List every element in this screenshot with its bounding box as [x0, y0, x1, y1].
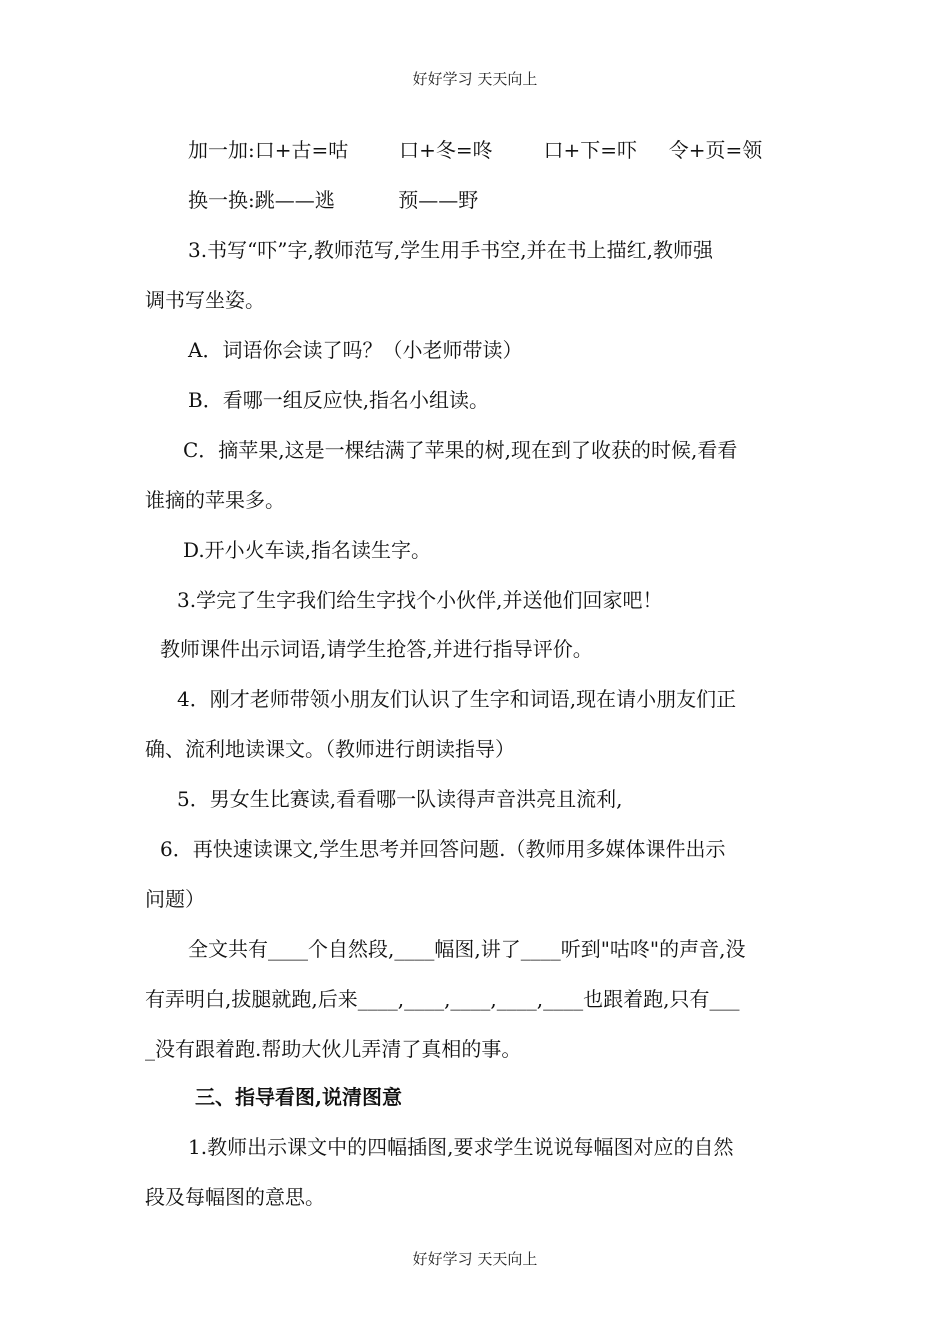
text-line: 教师课件出示词语,请学生抢答,并进行指导评价。	[160, 637, 593, 661]
text-line: 换一换:跳——逃 预——野	[188, 188, 479, 212]
text-line: 3.学完了生字我们给生字找个小伙伴,并送他们回家吧！	[177, 588, 663, 612]
text-line: 谁摘的苹果多。	[145, 488, 285, 512]
text-line: D.开小火车读,指名读生字。	[183, 538, 432, 562]
text-line: 3.书写“吓”字,教师范写,学生用手书空,并在书上描红,教师强	[188, 238, 713, 262]
text-line: 全文共有____个自然段,____幅图,讲了____听到"咕咚"的声音,没	[188, 937, 746, 961]
text-line: _没有跟着跑.帮助大伙儿弄清了真相的事。	[145, 1037, 522, 1061]
section-heading: 三、指导看图,说清图意	[195, 1085, 402, 1109]
text-line: 调书写坐姿。	[145, 288, 265, 312]
text-line: A．词语你会读了吗？（小老师带读）	[188, 338, 523, 362]
text-line: 6．再快速读课文,学生思考并回答问题.（教师用多媒体课件出示	[160, 837, 726, 861]
text-line: 确、流利地读课文。（教师进行朗读指导）	[145, 737, 515, 761]
text-line: 有弄明白,拔腿就跑,后来____,____,____,____,____也跟着跑,只有___	[145, 987, 740, 1011]
text-line: 1.教师出示课文中的四幅插图,要求学生说说每幅图对应的自然	[188, 1135, 734, 1159]
text-line: 段及每幅图的意思。	[145, 1185, 325, 1209]
text-line: C．摘苹果,这是一棵结满了苹果的树,现在到了收获的时候,看看	[183, 438, 738, 462]
text-line: 5．男女生比赛读,看看哪一队读得声音洪亮且流利,	[177, 787, 623, 811]
text-line: 加一加:口+古=咕 口+冬=咚 口+下=吓 令+页=领	[188, 138, 763, 162]
page-header: 好好学习 天天向上	[412, 70, 538, 88]
text-line: B．看哪一组反应快,指名小组读。	[188, 388, 490, 412]
text-line: 4．刚才老师带领小朋友们认识了生字和词语,现在请小朋友们正	[177, 687, 737, 711]
text-line: 问题）	[145, 887, 205, 911]
page-footer: 好好学习 天天向上	[412, 1250, 538, 1268]
